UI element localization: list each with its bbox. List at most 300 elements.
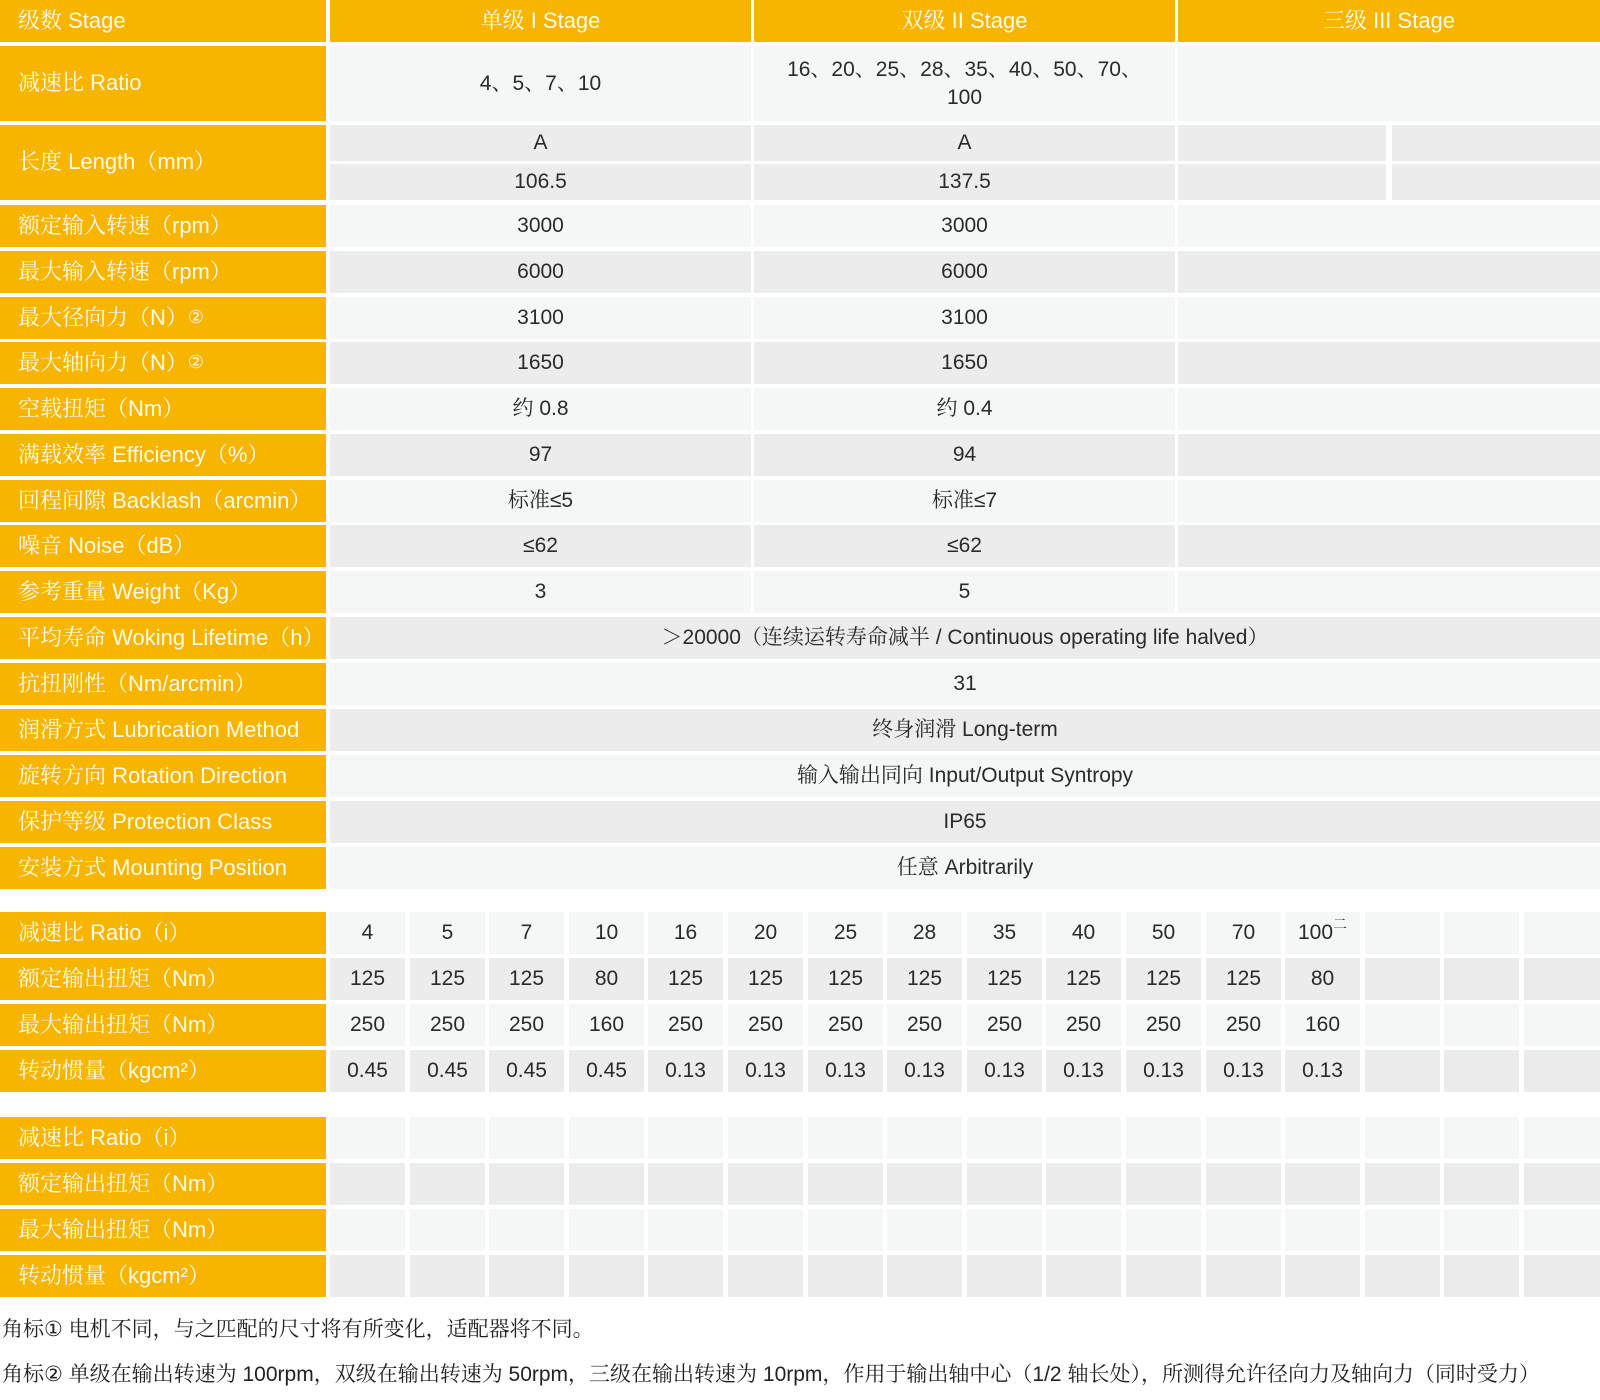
merged-value-text: 任意 Arbitrarily [896,856,1034,880]
spec-value-stage-1 [330,251,751,293]
torque-row-label-text: 最大输出扭矩（Nm） [18,1011,229,1037]
row-label-merged-text: 抗扭刚性（Nm/arcmin） [18,670,257,696]
torque-cell-rated_torque-text: 125 [429,967,466,991]
torque-cell-rated_torque [1444,958,1519,1000]
spec-value-stage-2-text: 1650 [941,351,988,375]
spec-value-stage-3 [1178,571,1600,613]
empty-cell [1444,1117,1519,1159]
row-label-spec-text: 最大轴向力（N） [18,349,188,375]
torque-cell-max_torque-text: 250 [1225,1013,1262,1037]
empty-cell [648,1163,723,1205]
empty-cell [569,1255,644,1297]
row-label-spec [0,571,326,613]
torque-cell-rated_torque [648,958,723,1000]
spec-value-stage-2-text: 约 0.4 [936,397,993,421]
empty-cell [808,1163,883,1205]
empty-cell [887,1255,962,1297]
spec-value-stage-3 [1178,480,1600,522]
spec-value-stage-1-text: 3100 [517,306,564,330]
torque-cell-max_torque [489,1004,564,1046]
torque-cell-rated_torque [1365,958,1440,1000]
torque-cell-ratios [330,912,405,954]
torque-cell-rated_torque-text: 125 [667,967,704,991]
header-stage-1 [330,0,751,42]
torque-cell-ratios [1046,912,1121,954]
merged-value-text: IP65 [943,810,987,834]
empty-row-label-text: 最大输出扭矩（Nm） [18,1216,229,1242]
row-label-merged [0,663,326,705]
row-label-merged-text: 平均寿命 Woking Lifetime（h） [18,624,325,650]
empty-cell [967,1163,1042,1205]
empty-cell [1046,1163,1121,1205]
torque-row-label [0,912,326,954]
empty-cell [1285,1163,1360,1205]
torque-cell-ratios [1206,912,1281,954]
spec-value-stage-2-text: 6000 [941,260,988,284]
empty-cell [728,1209,803,1251]
empty-cell [1365,1209,1440,1251]
empty-cell [887,1163,962,1205]
torque-cell-ratios [1365,912,1440,954]
header-stage-3-text: 三级 III Stage [1322,7,1456,33]
torque-cell-inertia [648,1050,723,1092]
merged-value [330,663,1600,705]
empty-cell [1046,1117,1121,1159]
spec-value-stage-1 [330,571,751,613]
length-a-stage-2-text: A [957,131,972,155]
merged-value-text: 31 [953,672,977,696]
row-label-spec [0,342,326,384]
empty-cell [1285,1255,1360,1297]
torque-cell-rated_torque [1206,958,1281,1000]
torque-cell-inertia-text: 0.13 [904,1059,945,1083]
empty-row-label-text: 转动惯量（kgcm²） [18,1262,210,1288]
torque-cell-inertia [1126,1050,1201,1092]
row-label-spec-text: 额定输入转速（rpm） [18,212,232,238]
empty-cell [1524,1255,1600,1297]
torque-cell-inertia-text: 0.13 [1143,1059,1184,1083]
length-b-stage-1-text: 106.5 [514,170,567,194]
empty-cell [967,1117,1042,1159]
row-label-merged [0,755,326,797]
torque-cell-rated_torque [1046,958,1121,1000]
empty-cell [967,1209,1042,1251]
torque-cell-inertia-text: 0.13 [1302,1059,1343,1083]
header-stage-1-text: 单级 I Stage [480,7,601,33]
row-label-length-text: 长度 Length（mm） [18,149,217,175]
length-b-stage-3b [1392,164,1600,200]
spec-value-stage-1 [330,297,751,339]
merged-value [330,709,1600,751]
torque-cell-inertia-text: 0.45 [347,1059,388,1083]
empty-cell [1365,1163,1440,1205]
empty-cell [1046,1255,1121,1297]
length-a-stage-1-text: A [533,131,548,155]
torque-cell-max_torque-text: 250 [986,1013,1023,1037]
row-label-merged [0,617,326,659]
spec-value-stage-3 [1178,388,1600,430]
empty-cell [1285,1117,1360,1159]
torque-cell-rated_torque [887,958,962,1000]
row-label-merged-text: 润滑方式 Lubrication Method [18,716,300,742]
torque-cell-inertia [1365,1050,1440,1092]
empty-cell [728,1117,803,1159]
torque-cell-rated_torque-text: 125 [827,967,864,991]
torque-cell-max_torque [1126,1004,1201,1046]
spec-value-stage-2 [754,480,1175,522]
spec-value-stage-3 [1178,342,1600,384]
row-label-merged-text: 旋转方向 Rotation Direction [18,762,287,788]
row-label-merged [0,801,326,843]
torque-cell-inertia [1524,1050,1600,1092]
spec-value-stage-2-text: ≤62 [947,534,982,558]
length-a-stage-1 [330,125,751,161]
header-stage-label-text: 级数 Stage [18,7,126,33]
torque-cell-rated_torque [967,958,1042,1000]
empty-cell [1444,1163,1519,1205]
empty-cell [569,1209,644,1251]
empty-cell [489,1255,564,1297]
torque-cell-ratios-text: 5 [441,921,454,945]
spec-value-stage-1-text: 6000 [517,260,564,284]
empty-cell [330,1209,405,1251]
spec-value-stage-2 [754,205,1175,247]
spec-value-stage-2 [754,525,1175,567]
spec-value-stage-1-text: 标准≤5 [507,489,574,513]
spec-value-stage-2-text: 94 [952,443,977,467]
torque-cell-rated_torque-text: 125 [508,967,545,991]
row-label-spec [0,205,326,247]
empty-cell [1126,1255,1201,1297]
torque-cell-max_torque [330,1004,405,1046]
torque-cell-ratios [569,912,644,954]
spec-value-stage-3 [1178,434,1600,476]
empty-row-label [0,1209,326,1251]
torque-cell-max_torque [887,1004,962,1046]
torque-cell-max_torque-text: 250 [349,1013,386,1037]
footnote-mark-2: ② [187,352,205,373]
torque-cell-ratios-text: 20 [753,921,778,945]
empty-cell [1206,1117,1281,1159]
torque-cell-ratios [728,912,803,954]
torque-cell-inertia [330,1050,405,1092]
empty-cell [887,1209,962,1251]
torque-cell-rated_torque-text: 125 [1225,967,1262,991]
torque-cell-max_torque-text: 160 [588,1013,625,1037]
empty-cell [1126,1117,1201,1159]
torque-cell-inertia [569,1050,644,1092]
torque-cell-max_torque [569,1004,644,1046]
empty-cell [1365,1117,1440,1159]
torque-cell-ratios [1126,912,1201,954]
torque-cell-ratios [967,912,1042,954]
torque-cell-ratios-text: 70 [1231,921,1256,945]
torque-cell-inertia-text: 0.13 [1223,1059,1264,1083]
header-stage-2 [754,0,1175,42]
row-label-merged [0,709,326,751]
torque-cell-ratios-text: 16 [673,921,698,945]
merged-value-text: 终身润滑 Long-term [872,718,1058,742]
empty-row-label-text: 额定输出扭矩（Nm） [18,1170,229,1196]
row-label-spec-text: 回程间隙 Backlash（arcmin） [18,487,312,513]
empty-cell [330,1255,405,1297]
torque-cell-max_torque-text: 250 [906,1013,943,1037]
torque-cell-inertia [1444,1050,1519,1092]
row-label-spec [0,525,326,567]
torque-cell-rated_torque [410,958,485,1000]
torque-cell-max_torque [728,1004,803,1046]
torque-cell-rated_torque [489,958,564,1000]
empty-cell [1126,1163,1201,1205]
merged-value [330,801,1600,843]
empty-cell [1206,1163,1281,1205]
torque-cell-max_torque [1206,1004,1281,1046]
torque-cell-max_torque [410,1004,485,1046]
row-label-merged-text: 安装方式 Mounting Position [18,854,287,880]
empty-cell [1206,1209,1281,1251]
ratio-stage-3 [1178,46,1600,121]
ratio-stage-1-text: 4、5、7、10 [479,71,602,95]
torque-cell-ratios-text: 10 [594,921,619,945]
spec-value-stage-2-text: 3000 [941,214,988,238]
torque-cell-ratios-text: 50 [1151,921,1176,945]
torque-row-label [0,958,326,1000]
torque-cell-max_torque [808,1004,883,1046]
empty-cell [489,1163,564,1205]
spec-value-stage-1-text: 1650 [517,351,564,375]
torque-cell-ratios [648,912,723,954]
ratio-superscript: 二 [1333,915,1348,932]
torque-cell-max_torque-text: 250 [827,1013,864,1037]
empty-cell [489,1117,564,1159]
footnote-2: 角标② 单级在输出转速为 100rpm，双级在输出转速为 50rpm，三级在输出转速为 10rpm，作用于输出轴中心（1/2 轴长处），所测得允许径向力及轴向力（同时受力） [2,1363,1540,1386]
merged-value [330,617,1600,659]
torque-cell-rated_torque [1126,958,1201,1000]
spec-value-stage-1 [330,525,751,567]
spec-value-stage-2-text: 标准≤7 [931,489,998,513]
torque-cell-rated_torque [808,958,883,1000]
spec-value-stage-2 [754,388,1175,430]
empty-cell [330,1117,405,1159]
spec-value-stage-1 [330,434,751,476]
row-label-spec-text: 噪音 Noise（dB） [18,532,196,558]
torque-cell-max_torque [1444,1004,1519,1046]
empty-cell [1524,1117,1600,1159]
torque-cell-inertia [887,1050,962,1092]
empty-cell [1524,1163,1600,1205]
empty-row-label [0,1117,326,1159]
row-label-merged [0,847,326,889]
torque-cell-ratios [1285,912,1360,954]
torque-cell-inertia-text: 0.13 [1063,1059,1104,1083]
torque-cell-inertia-text: 0.45 [586,1059,627,1083]
merged-value-text: 输入输出同向 Input/Output Syntropy [796,764,1134,788]
torque-cell-rated_torque [1285,958,1360,1000]
empty-cell [410,1163,485,1205]
row-label-spec-text: 满载效率 Efficiency（%） [18,441,270,467]
empty-cell [330,1163,405,1205]
merged-value [330,755,1600,797]
footnote-1: 角标① 电机不同，与之匹配的尺寸将有所变化，适配器将不同。 [2,1318,594,1341]
torque-cell-ratios [887,912,962,954]
spec-value-stage-1-text: 3 [534,580,547,604]
torque-cell-inertia [1206,1050,1281,1092]
empty-cell [808,1117,883,1159]
torque-cell-inertia [1285,1050,1360,1092]
empty-cell [1365,1255,1440,1297]
empty-cell [569,1163,644,1205]
spec-value-stage-1-text: ≤62 [523,534,558,558]
spec-value-stage-2 [754,434,1175,476]
torque-cell-inertia [1046,1050,1121,1092]
torque-cell-ratios [489,912,564,954]
torque-cell-rated_torque [728,958,803,1000]
empty-cell [808,1255,883,1297]
row-label-spec [0,434,326,476]
spec-value-stage-3 [1178,205,1600,247]
torque-cell-max_torque-text: 250 [508,1013,545,1037]
empty-row-label [0,1255,326,1297]
spec-value-stage-3 [1178,297,1600,339]
row-label-merged-text: 保护等级 Protection Class [18,808,273,834]
torque-row-label-text: 转动惯量（kgcm²） [18,1057,210,1083]
torque-cell-max_torque [648,1004,723,1046]
empty-cell [728,1255,803,1297]
row-label-spec-text: 参考重量 Weight（Kg） [18,578,252,604]
length-a-stage-3a [1178,125,1386,161]
torque-cell-inertia [728,1050,803,1092]
torque-cell-ratios-text: 4 [361,921,374,945]
header-stage-label [0,0,326,42]
empty-cell [1444,1209,1519,1251]
length-a-stage-2 [754,125,1175,161]
torque-cell-ratios-text: 7 [520,921,533,945]
torque-cell-inertia [489,1050,564,1092]
torque-cell-max_torque-text: 250 [1145,1013,1182,1037]
empty-cell [410,1255,485,1297]
torque-cell-max_torque [1046,1004,1121,1046]
torque-cell-inertia-text: 0.13 [825,1059,866,1083]
torque-cell-max_torque [1365,1004,1440,1046]
empty-cell [648,1209,723,1251]
torque-cell-rated_torque [569,958,644,1000]
row-label-spec-text: 空载扭矩（Nm） [18,395,185,421]
torque-cell-rated_torque-text: 125 [986,967,1023,991]
torque-cell-ratios [410,912,485,954]
row-label-spec-text: 最大输入转速（rpm） [18,258,232,284]
header-stage-2-text: 双级 II Stage [901,7,1028,33]
spec-value-stage-3 [1178,251,1600,293]
spec-value-stage-2-text: 3100 [941,306,988,330]
empty-cell [648,1117,723,1159]
header-stage-3 [1178,0,1600,42]
spec-value-stage-1 [330,388,751,430]
ratio-stage-1 [330,46,751,121]
torque-cell-rated_torque [1524,958,1600,1000]
empty-cell [728,1163,803,1205]
empty-cell [410,1209,485,1251]
spec-value-stage-3 [1178,525,1600,567]
torque-cell-inertia-text: 0.45 [506,1059,547,1083]
row-label-spec [0,251,326,293]
empty-cell [1524,1209,1600,1251]
row-label-length [0,125,326,200]
ratio-stage-2 [754,46,1175,121]
empty-cell [1444,1255,1519,1297]
spec-value-stage-2 [754,571,1175,613]
spec-value-stage-1 [330,205,751,247]
torque-row-label [0,1050,326,1092]
torque-cell-inertia [808,1050,883,1092]
torque-row-label [0,1004,326,1046]
torque-cell-inertia-text: 0.45 [427,1059,468,1083]
merged-value-text: ＞20000（连续运转寿命减半 / Continuous operating life halved） [661,626,1269,650]
empty-cell [1046,1209,1121,1251]
torque-cell-rated_torque-text: 80 [1310,967,1335,991]
torque-cell-ratios-text: 25 [833,921,858,945]
torque-cell-max_torque-text: 250 [1065,1013,1102,1037]
torque-cell-inertia-text: 0.13 [745,1059,786,1083]
torque-cell-rated_torque-text: 80 [594,967,619,991]
torque-cell-ratios-text: 100 [1297,921,1334,945]
row-label-spec [0,297,326,339]
torque-cell-ratios [1444,912,1519,954]
torque-cell-max_torque-text: 250 [429,1013,466,1037]
length-a-stage-3b [1392,125,1600,161]
empty-cell [808,1209,883,1251]
empty-cell [489,1209,564,1251]
torque-cell-rated_torque-text: 125 [349,967,386,991]
length-b-stage-2-text: 137.5 [938,170,991,194]
spec-value-stage-1-text: 3000 [517,214,564,238]
torque-row-label-text: 额定输出扭矩（Nm） [18,965,229,991]
length-b-stage-1 [330,164,751,200]
spec-value-stage-2-text: 5 [958,580,971,604]
torque-cell-rated_torque-text: 125 [1145,967,1182,991]
spec-value-stage-2 [754,251,1175,293]
empty-cell [1206,1255,1281,1297]
torque-row-label-text: 减速比 Ratio（i） [18,919,191,945]
ratio-stage-2-text: 16、20、25、28、35、40、50、70、100 [787,58,1142,109]
torque-cell-inertia-text: 0.13 [665,1059,706,1083]
torque-cell-max_torque [967,1004,1042,1046]
torque-cell-inertia-text: 0.13 [984,1059,1025,1083]
empty-cell [967,1255,1042,1297]
empty-cell [887,1117,962,1159]
torque-cell-ratios [1524,912,1600,954]
torque-cell-max_torque [1524,1004,1600,1046]
spec-value-stage-2 [754,342,1175,384]
length-b-stage-3a [1178,164,1386,200]
spec-value-stage-1 [330,342,751,384]
row-label-ratio [0,46,326,121]
empty-cell [1126,1209,1201,1251]
length-b-stage-2 [754,164,1175,200]
spec-value-stage-1 [330,480,751,522]
empty-cell [648,1255,723,1297]
empty-cell [1285,1209,1360,1251]
torque-cell-ratios-text: 35 [992,921,1017,945]
spec-value-stage-1-text: 约 0.8 [512,397,569,421]
torque-cell-max_torque-text: 250 [667,1013,704,1037]
torque-cell-ratios [808,912,883,954]
empty-cell [410,1117,485,1159]
row-label-ratio-text: 减速比 Ratio [18,70,142,96]
torque-cell-rated_torque-text: 125 [747,967,784,991]
torque-cell-rated_torque-text: 125 [1065,967,1102,991]
empty-cell [569,1117,644,1159]
spec-value-stage-2 [754,297,1175,339]
